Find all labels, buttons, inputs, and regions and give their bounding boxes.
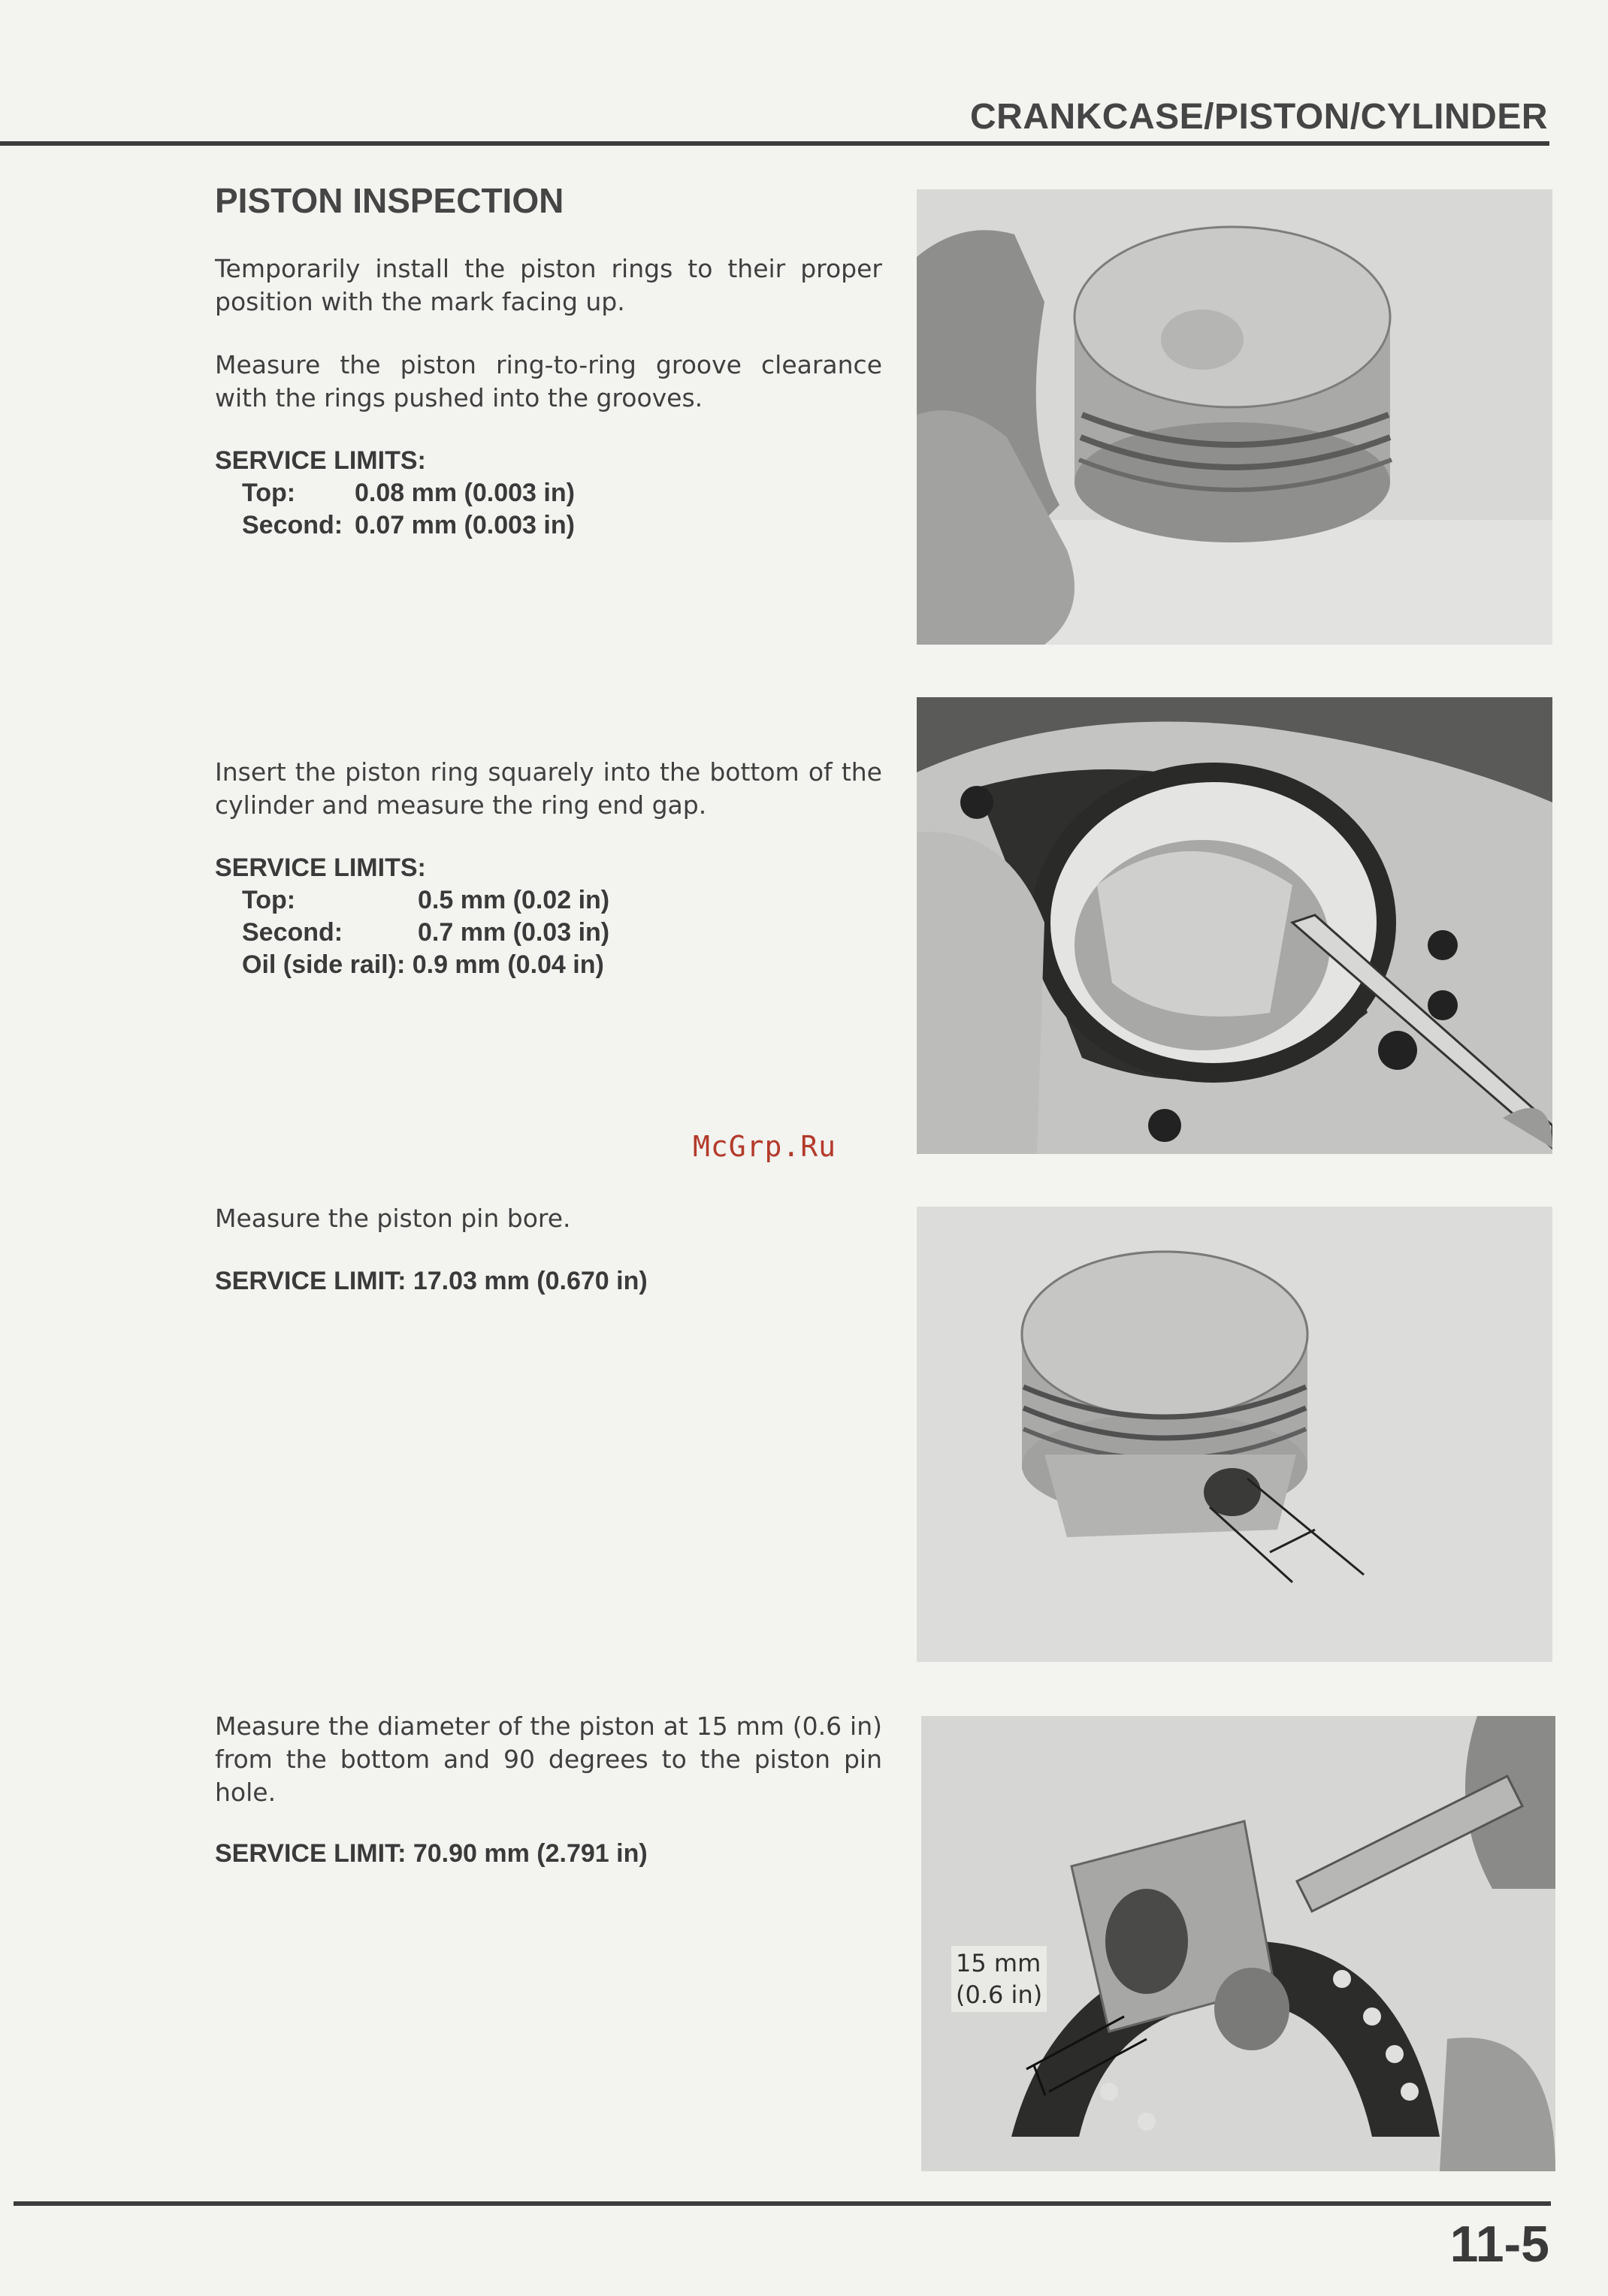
spec-value: 0.9 mm (0.04 in) bbox=[412, 950, 604, 979]
dimension-callout bbox=[951, 1946, 1047, 2012]
service-limits-label: SERVICE LIMITS: bbox=[215, 853, 426, 882]
spec-row bbox=[242, 918, 609, 947]
watermark: McGrp.Ru bbox=[693, 1130, 837, 1163]
spec-value: 0.5 mm (0.02 in) bbox=[418, 886, 610, 914]
spec-value: 0.08 mm (0.003 in) bbox=[355, 479, 575, 507]
spec-key: Oil (side rail): bbox=[242, 950, 406, 979]
spec-row bbox=[242, 511, 575, 540]
spec-key: Top: bbox=[242, 479, 296, 507]
spec-value: 0.07 mm (0.003 in) bbox=[355, 511, 575, 539]
service-limit-piston-diameter: SERVICE LIMIT: 70.90 mm (2.791 in) bbox=[215, 1839, 648, 1868]
page-number: 11-5 bbox=[1449, 2216, 1549, 2273]
callout-line-mm: 15 mm bbox=[956, 1949, 1041, 1977]
callout-line-in: (0.6 in) bbox=[956, 1980, 1043, 2009]
spec-key: Second: bbox=[242, 918, 343, 947]
service-limit-pin-bore: SERVICE LIMIT: 17.03 mm (0.670 in) bbox=[215, 1267, 648, 1295]
paragraph-pin-bore: Measure the piston pin bore. bbox=[215, 1204, 571, 1233]
paragraph-ring-end-gap: Insert the piston ring squarely into the bottom of the cylinder and measure the ring end gap. bbox=[215, 757, 882, 820]
chapter-title: CRANKCASE/PISTON/CYLINDER bbox=[969, 97, 1548, 137]
spec-key: Second: bbox=[242, 511, 343, 539]
spec-value: 0.7 mm (0.03 in) bbox=[418, 918, 610, 947]
photo-cylinder-ring-gap bbox=[917, 697, 1552, 1154]
spec-key: Top: bbox=[242, 886, 296, 914]
service-limits-label: SERVICE LIMITS: bbox=[215, 446, 426, 475]
spec-row bbox=[242, 950, 604, 980]
spec-row bbox=[242, 886, 609, 915]
photo-piston-diameter bbox=[921, 1716, 1555, 2171]
paragraph-groove-clearance: Measure the piston ring-to-ring groove clearance with the rings pushed into the grooves. bbox=[215, 350, 882, 412]
photo-piston-ring-clearance bbox=[917, 189, 1552, 645]
paragraph-piston-diameter: Measure the diameter of the piston at 15 mm (0.6 in) from the bottom and 90 degrees to the piston pin hole. bbox=[215, 1711, 882, 1807]
section-title: PISTON INSPECTION bbox=[215, 181, 564, 220]
footer-divider bbox=[14, 2201, 1551, 2206]
paragraph-install-rings: Temporarily install the piston rings to their proper position with the mark facing up. bbox=[215, 254, 882, 316]
header-divider bbox=[0, 141, 1549, 146]
spec-row bbox=[242, 479, 575, 508]
photo-piston-pin-bore bbox=[917, 1207, 1552, 1662]
